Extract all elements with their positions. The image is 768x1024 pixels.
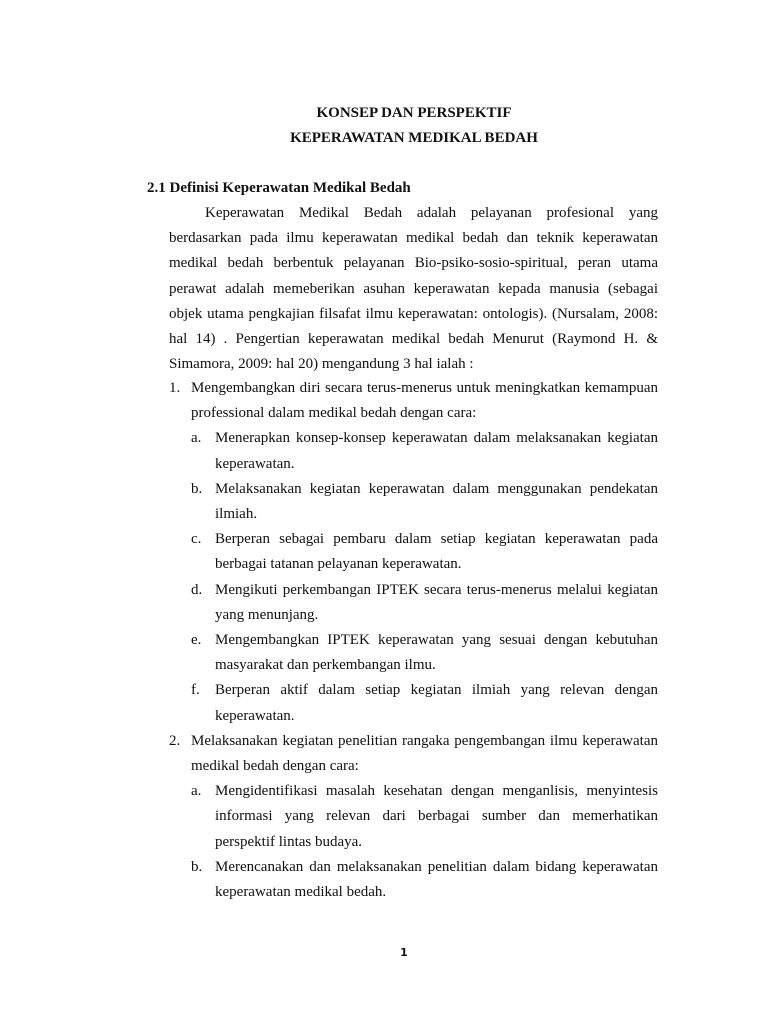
numbered-list: [169, 376, 658, 905]
sub-list-item-marker: e.: [191, 632, 202, 649]
sub-list-item-text: Melaksanakan kegiatan keperawatan dalam menggunakan pendekatan ilmiah.: [215, 480, 658, 523]
section-heading: 2.1 Definisi Keperawatan Medikal Bedah: [147, 180, 411, 196]
page-number: 1: [400, 946, 408, 959]
sub-list: [191, 779, 658, 905]
sub-list-item: [191, 426, 658, 476]
document-title-line-2: KEPERAWATAN MEDIKAL BEDAH: [290, 130, 538, 146]
sub-list-item-text: Berperan sebagai pembaru dalam setiap kegiatan keperawatan pada berbagai tatanan pelayanan keperawatan.: [215, 531, 658, 573]
sub-list-item-text: Mengidentifikasi masalah kesehatan dengan menganlisis, menyintesis informasi yang relevan dari berbagai sumber dan memerhatikan perspektif lintas budaya.: [215, 783, 658, 850]
sub-list-item: [191, 578, 658, 628]
intro-paragraph: Keperawatan Medikal Bedah adalah pelayanan profesional yang berdasarkan pada ilmu keperawatan medikal bedah dan teknik keperawatan medikal bedah berbentuk pelayanan Bio-psiko-sosio-spiritual, peran utama perawat adalah memeberikan asuhan keperawatan kepada manusia (sebagai objek utama pengkajian filsafat ilmu keperawatan: ontologis). (Nursalam, 2008: hal 14) . Pengertian keperawatan medikal bedah Menurut (Raymond H. & Simamora, 2009: hal 20) mengandung 3 hal ialah :: [169, 205, 658, 373]
list-item-marker: 1.: [169, 380, 181, 396]
document-title-line-1: KONSEP DAN PERSPEKTIF: [316, 105, 512, 121]
sub-list-item: [191, 779, 658, 855]
sub-list-item-marker: b.: [191, 858, 203, 875]
sub-list-item-text: Mengikuti perkembangan IPTEK secara terus-menerus melalui kegiatan yang menunjang.: [215, 581, 658, 623]
list-item: [169, 376, 658, 729]
sub-list-item-marker: a.: [191, 783, 202, 800]
sub-list-item: [191, 477, 658, 527]
sub-list-item-text: Mengembangkan IPTEK keperawatan yang sesuai dengan kebutuhan masyarakat dan perkembangan ilmu.: [215, 632, 658, 674]
sub-list-item: [191, 855, 658, 905]
sub-list-item: [191, 628, 658, 678]
sub-list-item-marker: b.: [191, 480, 203, 497]
sub-list-item-marker: d.: [191, 581, 203, 598]
sub-list-item-text: Menerapkan konsep-konsep keperawatan dalam melaksanakan kegiatan keperawatan.: [215, 430, 658, 472]
sub-list: [191, 426, 658, 728]
list-item-marker: 2.: [169, 732, 181, 749]
sub-list-item: [191, 527, 658, 577]
sub-list-item-marker: f.: [191, 682, 200, 699]
sub-list-item-marker: c.: [191, 531, 202, 548]
sub-list-item-marker: a.: [191, 430, 202, 447]
list-item-text: Mengembangkan diri secara terus-menerus untuk meningkatkan kemampuan professional dalam medikal bedah dengan cara:: [191, 380, 658, 422]
sub-list-item-text: Merencanakan dan melaksanakan penelitian dalam bidang keperawatan keperawatan medikal bedah.: [215, 858, 658, 901]
sub-list-item: [191, 678, 658, 728]
sub-list-item-text: Berperan aktif dalam setiap kegiatan ilmiah yang relevan dengan keperawatan.: [215, 682, 658, 724]
list-item: [169, 729, 658, 905]
list-item-text: Melaksanakan kegiatan penelitian rangaka pengembangan ilmu keperawatan medikal bedah dengan cara:: [191, 732, 658, 775]
